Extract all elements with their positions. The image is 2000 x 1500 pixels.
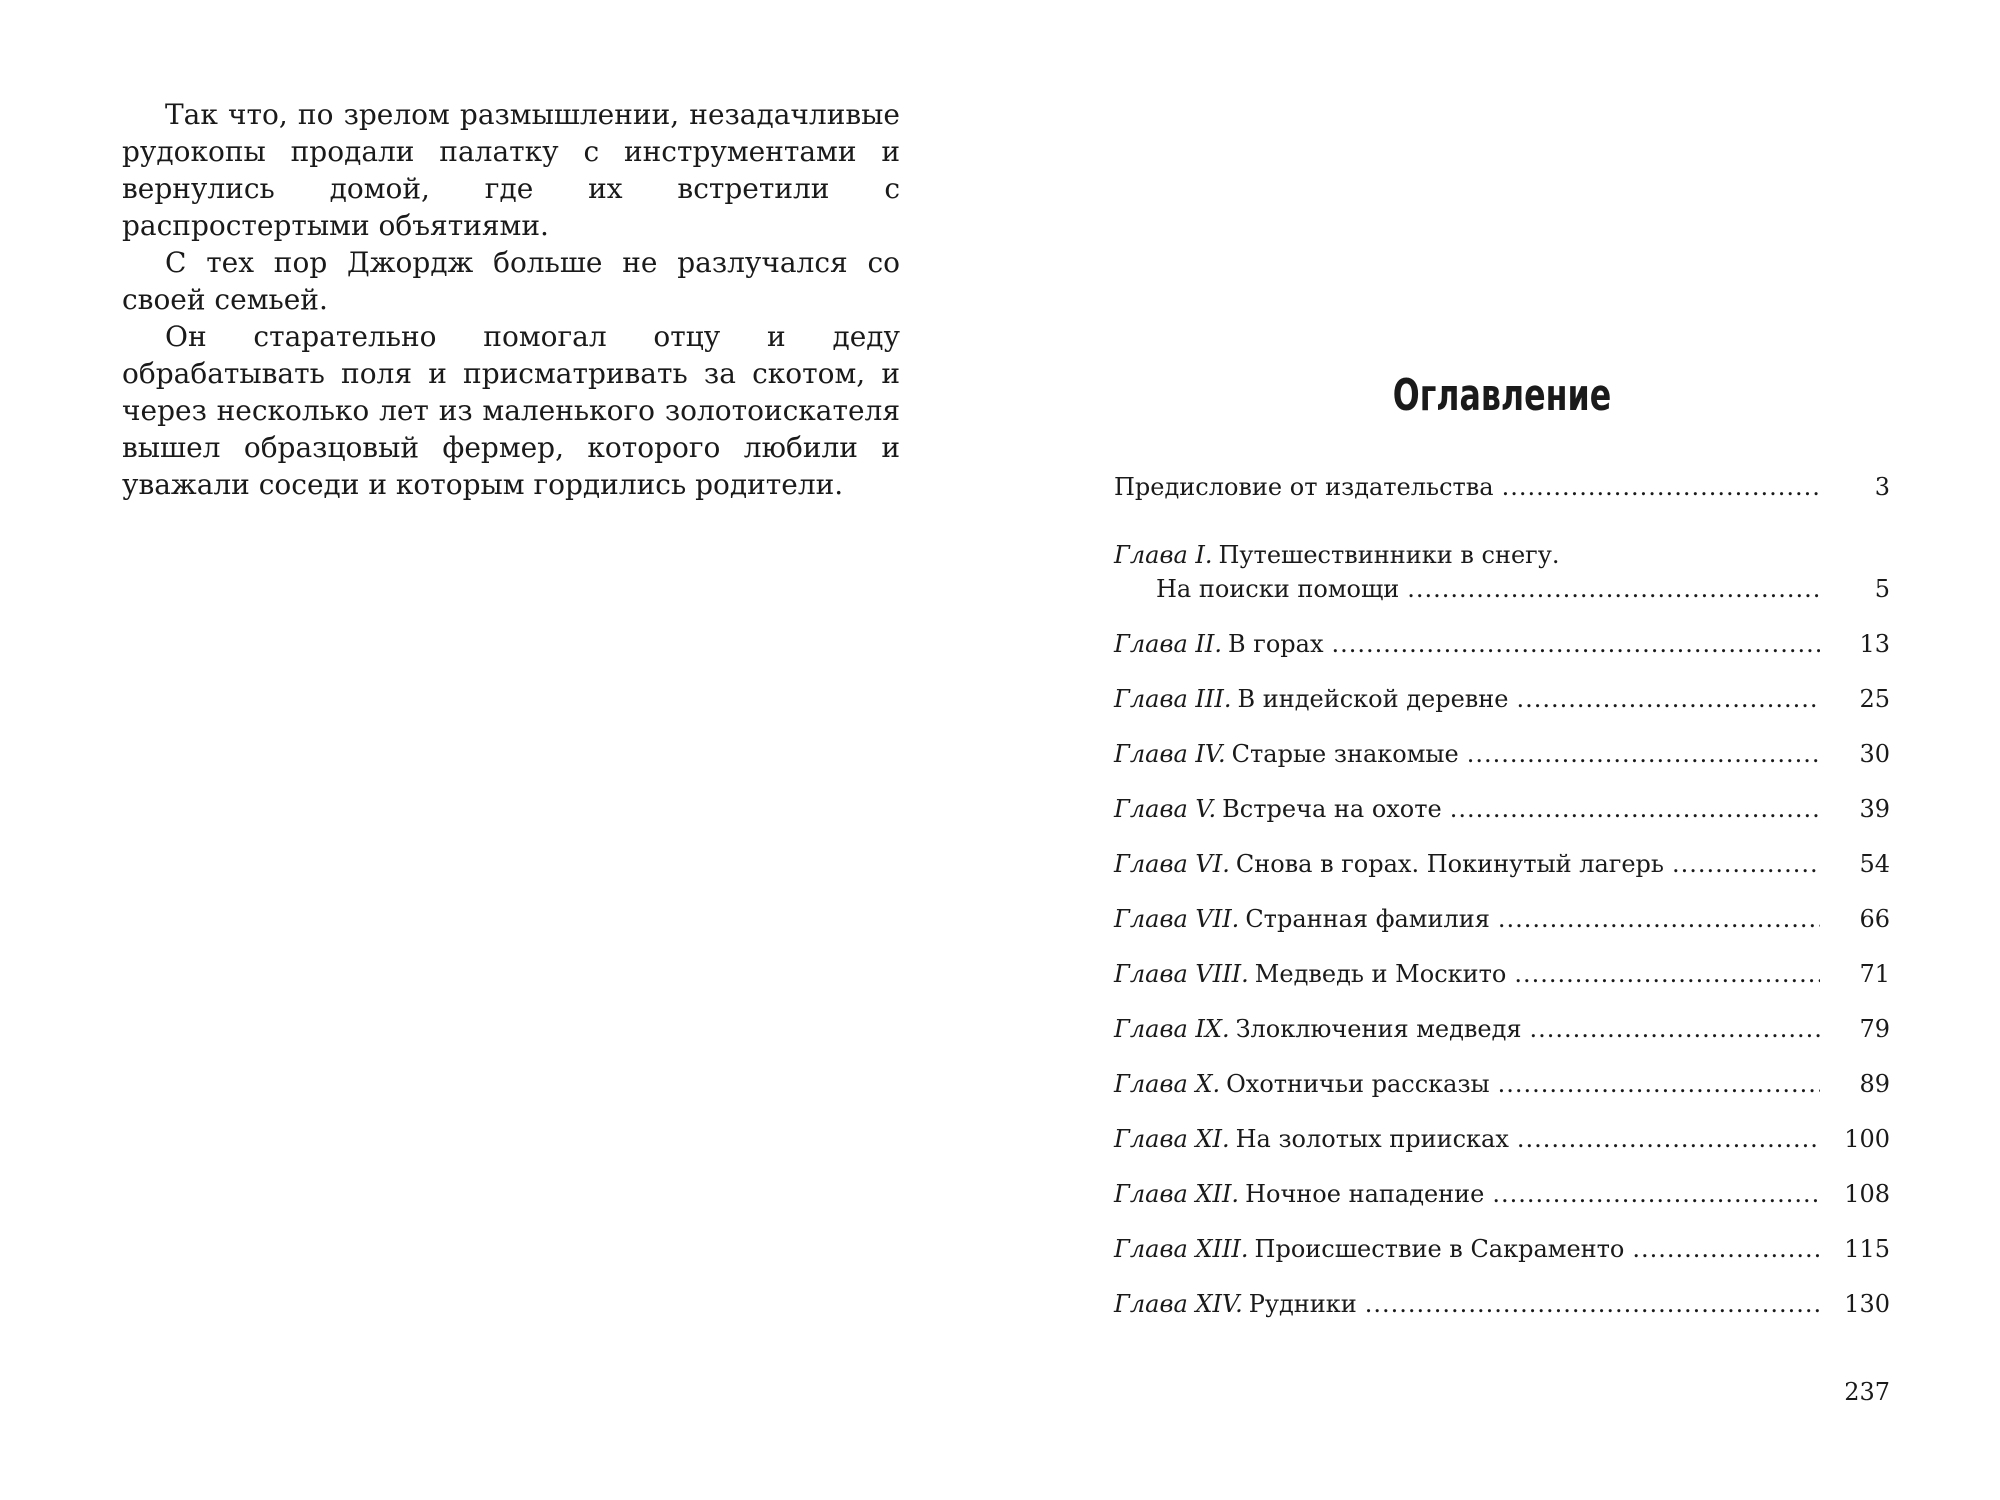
toc-entry[interactable] <box>1114 1067 1890 1101</box>
toc-entry-label <box>1114 1067 1498 1101</box>
toc-chapter-label: Глава XIV. <box>1114 1290 1243 1318</box>
toc-entry-title: Ночное нападение <box>1245 1180 1485 1208</box>
toc-chapter-label: Глава XIII. <box>1114 1235 1249 1263</box>
toc-entry-label <box>1114 1012 1530 1046</box>
toc-entry[interactable] <box>1114 957 1890 991</box>
toc-entry[interactable] <box>1114 1122 1890 1156</box>
toc-page-number: 130 <box>1844 1290 1890 1318</box>
toc-leader <box>1672 847 1820 881</box>
toc-chapter-label: Глава IV. <box>1114 740 1226 768</box>
right-page <box>1114 0 1890 1500</box>
toc-page-number: 115 <box>1844 1235 1890 1263</box>
toc-entry-label <box>1114 1232 1632 1266</box>
toc-chapter-label: Глава VIII. <box>1114 960 1249 988</box>
toc-page-number: 30 <box>1859 740 1890 768</box>
toc-entry[interactable] <box>1114 1012 1890 1046</box>
toc-entry-title: В индейской деревне <box>1237 685 1509 713</box>
toc-entry-title: На золотых приисках <box>1235 1125 1509 1153</box>
toc-chapter-label: Глава VI. <box>1114 850 1230 878</box>
toc-entry-label <box>1114 627 1331 661</box>
toc-page-number: 100 <box>1844 1125 1890 1153</box>
toc-entry-label <box>1114 957 1514 991</box>
toc-entry[interactable] <box>1114 470 1890 504</box>
toc-page-number: 66 <box>1859 905 1890 933</box>
toc-page-number: 5 <box>1874 575 1890 603</box>
toc-entry-label <box>1114 902 1498 936</box>
toc-entry[interactable] <box>1114 1287 1890 1321</box>
toc-page-number: 108 <box>1844 1180 1890 1208</box>
toc-page-number: 54 <box>1859 850 1890 878</box>
toc-entry[interactable] <box>1114 902 1890 936</box>
toc-entry-title: Путешествинники в снегу. <box>1218 541 1560 569</box>
toc-chapter-label: Глава I. <box>1114 541 1213 569</box>
toc-chapter-label: Глава X. <box>1114 1070 1221 1098</box>
toc-page-number: 71 <box>1859 960 1890 988</box>
toc-entry-title: Медведь и Москито <box>1254 960 1507 988</box>
toc-entry-title: Снова в горах. Покинутый лагерь <box>1235 850 1664 878</box>
toc-chapter-label: Глава IX. <box>1114 1015 1230 1043</box>
toc-entry-title: Старые знакомые <box>1231 740 1459 768</box>
page-number: 237 <box>1844 1378 1890 1406</box>
toc-leader <box>1407 572 1820 606</box>
toc-leader <box>1492 1177 1820 1211</box>
toc-chapter-label: Глава XI. <box>1114 1125 1230 1153</box>
table-of-contents <box>1114 470 1890 1342</box>
toc-entry-label <box>1114 1177 1492 1211</box>
toc-leader <box>1517 1122 1820 1156</box>
toc-leader <box>1498 1067 1820 1101</box>
toc-leader <box>1632 1232 1820 1266</box>
toc-entry-title: Странная фамилия <box>1245 905 1490 933</box>
toc-page-number: 39 <box>1859 795 1890 823</box>
toc-page-number: 13 <box>1859 630 1890 658</box>
toc-leader <box>1516 682 1820 716</box>
toc-chapter-label: Глава VII. <box>1114 905 1240 933</box>
toc-entry[interactable] <box>1114 1232 1890 1266</box>
toc-page-number: 3 <box>1874 473 1890 501</box>
toc-leader <box>1530 1012 1821 1046</box>
toc-entry-title-continued: На поиски помощи <box>1156 575 1400 603</box>
toc-leader <box>1502 470 1820 504</box>
toc-title: Оглавление <box>1392 370 1612 421</box>
toc-entry[interactable] <box>1114 538 1890 606</box>
toc-entry[interactable] <box>1114 737 1890 771</box>
toc-leader <box>1365 1287 1820 1321</box>
toc-entry-label <box>1114 1287 1365 1321</box>
toc-entry[interactable] <box>1114 627 1890 661</box>
toc-entry[interactable] <box>1114 792 1890 826</box>
toc-entry-title: Происшествие в Сакраменто <box>1254 1235 1625 1263</box>
toc-entry[interactable] <box>1114 847 1890 881</box>
toc-entry-title: Злоключения медведя <box>1235 1015 1522 1043</box>
left-page <box>122 96 900 503</box>
toc-entry-label <box>1114 682 1516 716</box>
paragraph: Он старательно помогал отцу и деду обрабатывать поля и присматривать за скотом, и через несколько лет из маленького золотоискателя вышел образцовый фермер, которого любили и уважали соседи и которым гордились родители. <box>122 320 900 501</box>
toc-entry-title: Предисловие от издательства <box>1114 473 1494 501</box>
toc-leader <box>1331 627 1820 661</box>
toc-entry[interactable] <box>1114 682 1890 716</box>
toc-leader <box>1467 737 1820 771</box>
toc-entry-title: Встреча на охоте <box>1222 795 1442 823</box>
toc-leader <box>1514 957 1820 991</box>
toc-page-number: 89 <box>1859 1070 1890 1098</box>
toc-page-number: 79 <box>1859 1015 1890 1043</box>
toc-entry-label <box>1114 792 1450 826</box>
toc-entry-label <box>1114 847 1672 881</box>
toc-entry-title: В горах <box>1227 630 1324 658</box>
toc-entry-title: Рудники <box>1248 1290 1357 1318</box>
toc-entry[interactable] <box>1114 1177 1890 1211</box>
toc-entry-label <box>1114 737 1467 771</box>
paragraph: Так что, по зрелом размышлении, незадачливые рудокопы продали палатку с инструментами и вернулись домой, где их встретили с распростертыми объятиями. <box>122 98 900 242</box>
toc-leader <box>1498 902 1820 936</box>
toc-chapter-label: Глава III. <box>1114 685 1232 713</box>
toc-chapter-label: Глава XII. <box>1114 1180 1240 1208</box>
toc-entry-label <box>1114 1122 1517 1156</box>
toc-chapter-label: Глава V. <box>1114 795 1217 823</box>
toc-leader <box>1450 792 1820 826</box>
toc-entry-title: Охотничьи рассказы <box>1226 1070 1490 1098</box>
toc-page-number: 25 <box>1859 685 1890 713</box>
paragraph: С тех пор Джордж больше не разлучался со своей семьей. <box>122 246 900 316</box>
toc-chapter-label: Глава II. <box>1114 630 1222 658</box>
